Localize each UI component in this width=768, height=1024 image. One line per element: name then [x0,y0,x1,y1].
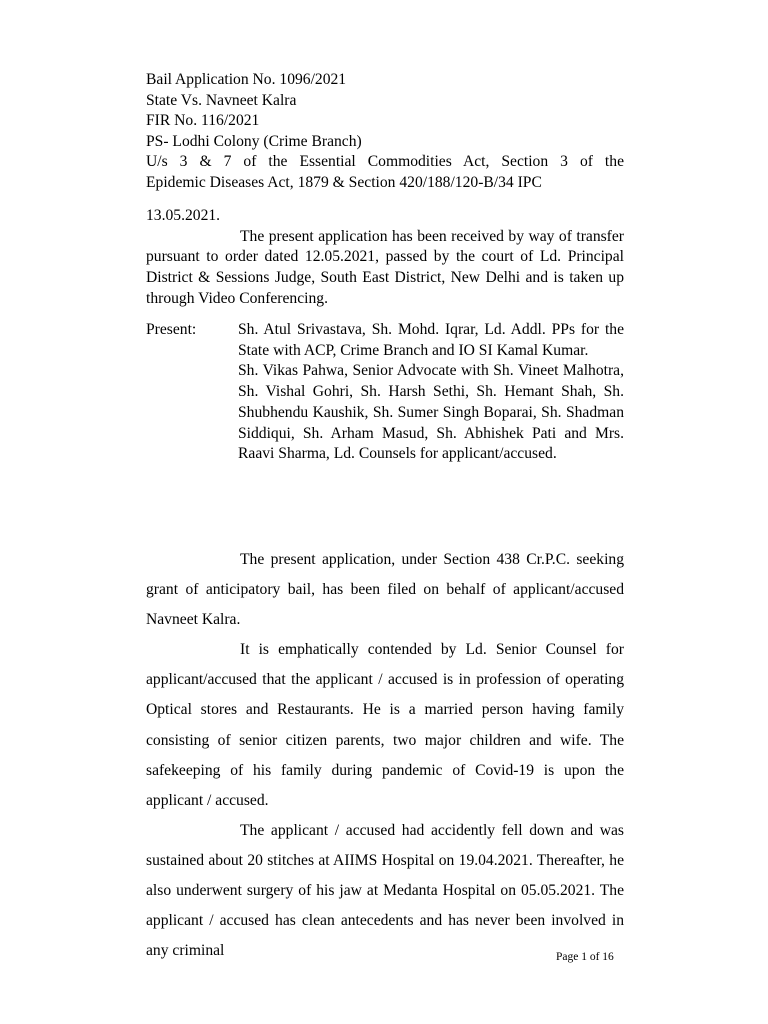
defence-counsel-text: Sh. Vikas Pahwa, Senior Advocate with Sh. Vineet Malhotra, Sh. Vishal Gohri, Sh. Harsh Sethi, Sh. Hemant Shah, Sh. Shubhendu Kaushik, Sh. Sumer Singh Boparai, Sh. Shadman Siddiqui, Sh. Arham Masud, Sh. Abhishek Pati and Mrs. Raavi Sharma, Ld. Counsels for applicant/accused. [238,362,624,463]
body-paragraph-2: It is emphatically contended by Ld. Senior Counsel for applicant/accused that the applicant / accused is in profession of operating Optical stores and Restaurants. He is a married person having family consisting of senior citizen parents, two major children and wife. The safekeeping of his family during pandemic of Covid-19 is upon the applicant / accused. [146,641,624,809]
sections-line-2: Epidemic Diseases Act, 1879 & Section 420/188/120-B/34 IPC [146,173,542,191]
body-paragraph-1: The present application, under Section 438 Cr.P.C. seeking grant of anticipatory bail, has been filed on behalf of applicant/accused Navneet Kalra. [146,551,624,629]
present-label: Present: [146,321,197,338]
bail-application-number: Bail Application No. 1096/2021 [146,71,347,88]
sections-line-1: U/s 3 & 7 of the Essential Commodities Act, Section 3 of the [146,153,624,170]
order-intro [146,206,624,310]
page-number: Page 1 of 16 [556,951,614,963]
police-station: PS- Lodhi Colony (Crime Branch) [146,132,362,150]
case-header [146,70,624,193]
order-date: 13.05.2021. [146,207,221,224]
body-paragraph-3: The applicant / accused had accidently fell down and was sustained about 20 stitches at AIIMS Hospital on 19.04.2021. Thereafter, he also underwent surgery of his jaw at Medanta Hospital on 05.05.2021. The applicant / accused has clean antecedents and has never been involved in any criminal [146,821,624,960]
fir-number: FIR No. 116/2021 [146,112,260,129]
order-body [146,545,624,966]
order-paragraph: The present application has been received by way of transfer pursuant to order dated 12.05.2021, passed by the court of Ld. Principal District & Sessions Judge, South East District, New Delhi and is taken up through Video Conferencing. [146,227,624,307]
case-title: State Vs. Navneet Kalra [146,91,297,109]
present-content [238,320,624,465]
state-counsel-text: Sh. Atul Srivastava, Sh. Mohd. Iqrar, Ld. Addl. PPs for the State with ACP, Crime Branch and IO SI Kamal Kumar. [238,321,624,359]
